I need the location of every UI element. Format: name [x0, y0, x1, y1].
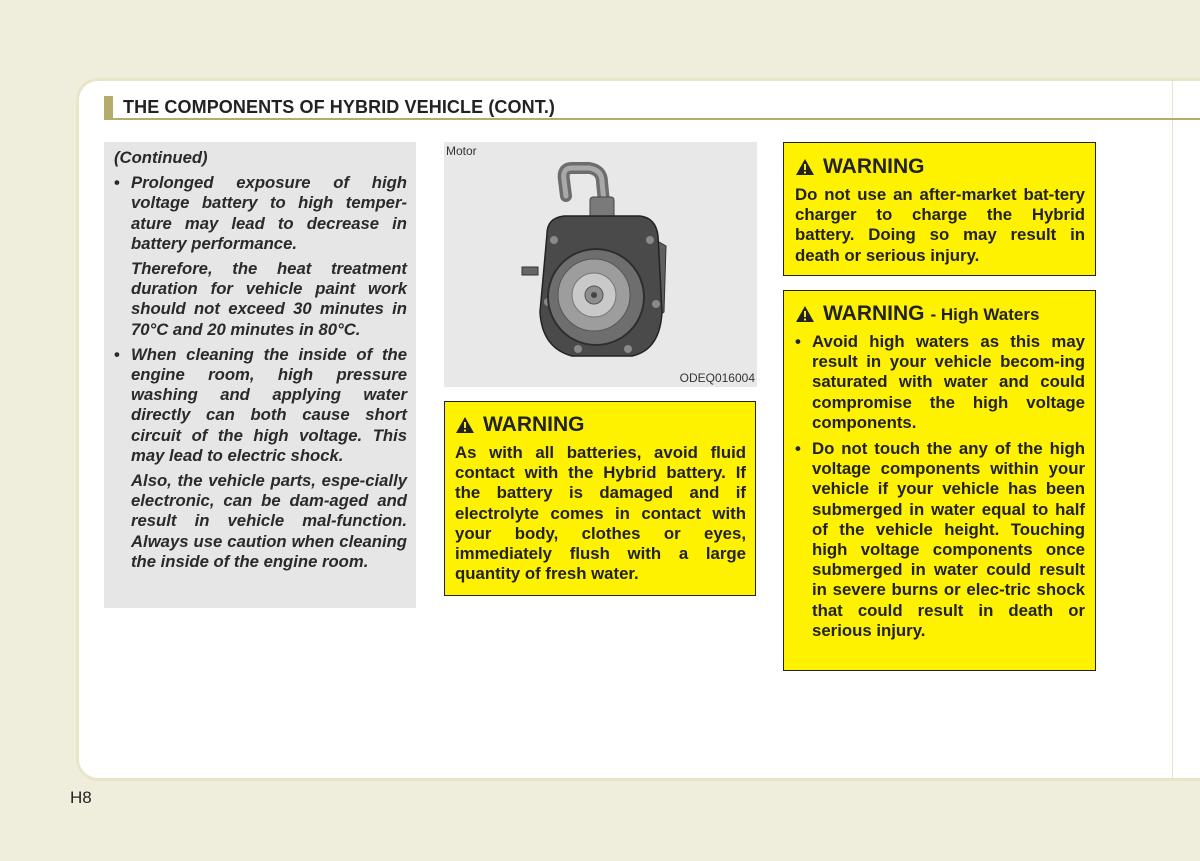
- note-para-cleaning: Also, the vehicle parts, espe-cially electronic, can be dam-aged and result in vehicle mal-function. Always use caution when cleaning the inside of the engine room.: [131, 471, 407, 571]
- figure-code: ODEQ016004: [679, 371, 755, 385]
- bullet-dot: •: [795, 439, 801, 459]
- note-bullet-heat-text: Prolonged exposure of high voltage battery to high temper-ature may lead to decrease in battery performance.: [131, 173, 407, 253]
- warning-triangle-icon: [455, 416, 475, 434]
- warning-text: Do not use an after-market bat-tery charger to charge the Hybrid battery. Doing so may result in death or serious injury.: [795, 185, 1085, 265]
- margin-guide: [1172, 80, 1173, 778]
- warning-title: WARNING: [483, 412, 585, 436]
- bullet-dot: •: [114, 173, 120, 193]
- note-para-heat: Therefore, the heat treatment duration for vehicle paint work should not exceed 30 minutes in 70°C and 20 minutes in 80°C.: [131, 259, 407, 339]
- warning-bullet-text: Avoid high waters as this may result in your vehicle becom-ing saturated with water and could compromise the high voltage components.: [812, 332, 1085, 432]
- motor-figure: [444, 142, 757, 387]
- note-bullet-cleaning: [114, 345, 407, 466]
- warning-heading: [795, 154, 1085, 180]
- note-bullet-cleaning-text: When cleaning the inside of the engine room, high pressure washing and applying water directly can both cause short circuit of the high voltage. This may lead to electric shock.: [131, 344, 407, 465]
- figure-caption: Motor: [446, 144, 477, 158]
- page-number: H8: [70, 788, 92, 807]
- bullet-dot: •: [114, 344, 120, 364]
- warning-subtitle: - High Waters: [930, 305, 1040, 325]
- warning-bullet: [795, 332, 1085, 433]
- warning-title: WARNING: [823, 154, 925, 178]
- warning-heading: [455, 412, 746, 438]
- warning-text: As with all batteries, avoid fluid contact with the Hybrid battery. If the battery is damaged and if electrolyte comes in contact with your body, clothes or eyes, immediately flush with a large quantity of fresh water.: [455, 443, 746, 584]
- note-bullet-heat: [114, 173, 407, 254]
- warning-triangle-icon: [795, 305, 815, 323]
- warning-charger: [783, 142, 1096, 276]
- section-header: [104, 96, 1200, 122]
- bullet-dot: •: [795, 332, 801, 351]
- continued-note: [104, 142, 416, 608]
- header-underline: [113, 118, 1200, 120]
- warning-triangle-icon: [795, 158, 815, 176]
- continued-label: (Continued): [114, 148, 208, 167]
- warning-battery-contact: [444, 401, 756, 596]
- warning-bullet: [795, 439, 1085, 641]
- warning-bullet-text: Do not touch the any of the high voltage components within your vehicle if your vehicle has been submerged in water equal to half of the vehicle height. Touching high voltage components once submerged in water could result in severe burns or elec-tric shock that could result in death or serious injury.: [812, 439, 1085, 640]
- warning-heading: [795, 301, 1085, 327]
- page-title: THE COMPONENTS OF HYBRID VEHICLE (CONT.): [123, 97, 556, 117]
- warning-bullet-list: [795, 332, 1085, 641]
- motor-illustration: [444, 142, 757, 387]
- warning-high-waters: [783, 290, 1096, 671]
- warning-title: WARNING: [823, 301, 925, 325]
- header-accent-bar: [104, 96, 113, 120]
